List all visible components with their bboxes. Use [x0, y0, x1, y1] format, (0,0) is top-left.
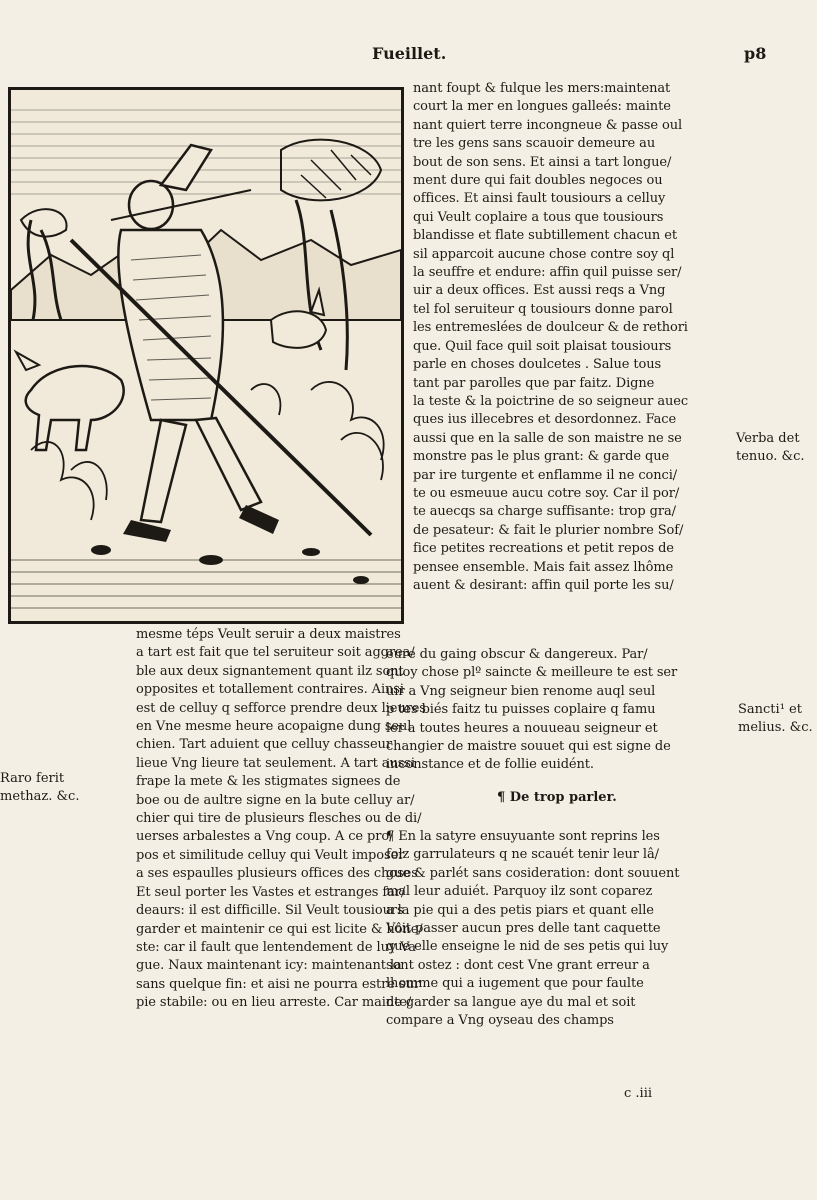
text-line: par ire turgente et enflamme il ne conci/ [413, 467, 678, 483]
text-line: sont ostez : dont cest Vne grant erreur a [386, 957, 650, 973]
text-line: Voit passer aucun pres delle tant caquette [386, 921, 661, 937]
text-line: monstre pas le plus grant: & garde que [413, 449, 670, 465]
text-line: sil apparcoit aucune chose contre soy ql [413, 246, 675, 262]
text-line: pie stabile: ou en lieu arreste. Car mainte/ [136, 995, 412, 1011]
text-line: gue. Naux maintenant icy: maintenant la [136, 958, 402, 974]
text-line: frape la mete & les stigmates signees de [136, 774, 401, 790]
text-line: en Vne mesme heure acopaigne dung seul [136, 719, 412, 735]
text-line: te ou esmeuue aucu cotre soy. Car il por/ [413, 485, 680, 501]
text-line: ble aux deux signantement quant ilz sont [136, 663, 404, 679]
text-line: gue & parlét sans cosideration: dont souuent [386, 865, 680, 881]
text-line: eure du gaing obscur & dangereux. Par/ [386, 647, 648, 662]
text-line: tant par parolles que par faitz. Digne [413, 375, 655, 391]
text-line: compare a Vng oyseau des champs [386, 1013, 614, 1029]
text-line: deaurs: il est difficille. Sil Veult tousiours [136, 903, 404, 919]
right-column-middle-text [386, 646, 718, 775]
text-line: les entremeslées de doulceur & de rethori [413, 320, 688, 336]
text-line: ste: car il fault que lentendement de luy Va [136, 939, 416, 955]
text-line: que. Quil face quil soit plaisat tousiours [413, 338, 672, 354]
section-heading: ¶ De trop parler. [497, 790, 617, 805]
text-line: de pesateur: & fait le plurier nombre Sof/ [413, 522, 684, 538]
margin-note-line: methaz. &c. [0, 789, 80, 804]
text-line: qui Veult coplaire a tous que tousiours [413, 209, 664, 225]
text-line: mal leur aduiét. Parquoy ilz sont coparez [386, 884, 653, 900]
text-line: te auecqs sa charge suffisante: trop gra/ [413, 504, 676, 520]
margin-note-line: Raro ferit [0, 771, 65, 786]
text-line: lhomme qui a iugement que pour faulte [386, 976, 644, 992]
text-line: nant quiert terre incongneue & passe oul [413, 117, 683, 133]
text-line: que elle enseigne le nid de ses petis qui luy [386, 939, 669, 955]
text-line: ment dure qui fait doubles negoces ou [413, 173, 663, 189]
right-column-top-text [413, 80, 705, 595]
text-line: auent & desirant: affin quil porte les su/ [413, 577, 674, 593]
text-line: a ses espaulles plusieurs offices des choses [136, 866, 418, 882]
text-line: tre les gens sans scauoir demeure au [413, 136, 656, 152]
text-line: quoy chose plº saincte & meilleure te est ser [386, 665, 678, 681]
woodcut-hunter-scene [11, 90, 401, 621]
signature-mark: c .iii [624, 1086, 653, 1101]
text-line: changier de maistre souuet qui est signe de [386, 739, 671, 755]
text-line: uir a Vng seigneur bien renome auql seul [386, 683, 656, 699]
text-line: lieue Vng lieure tat seulement. A tart aussi [136, 755, 415, 771]
text-line: pos et similitude celluy qui Veult imposer [136, 847, 405, 863]
text-line: offices. Et ainsi fault tousiours a celluy [413, 191, 666, 207]
margin-note-line: melius. &c. [738, 720, 813, 735]
text-line: ¶ En la satyre ensuyuante sont reprins les [386, 829, 660, 844]
text-line: la teste & la poictrine de so seigneur auec [413, 393, 689, 409]
text-line: sans quelque fin: et aisi ne pourra estre sur [136, 976, 420, 992]
right-column-bottom-text [386, 828, 721, 1030]
margin-note-raro-ferit [0, 770, 120, 806]
text-line: folz garrulateurs q ne scauét tenir leur lâ/ [386, 847, 659, 863]
text-line: a tart est fait que tel seruiteur soit aggrea/ [136, 645, 415, 661]
text-line: garder et maintenir ce qui est licite & hône/ [136, 921, 423, 937]
woodcut-illustration [8, 87, 404, 624]
text-line: blandisse et flate subtillement chacun et [413, 228, 677, 244]
text-line: a la pie qui a des petis piars et quant elle [386, 902, 654, 918]
text-line: opposites et totallement contraires. Ainsi [136, 682, 404, 698]
text-line: pensee ensemble. Mais fait assez lhôme [413, 559, 674, 575]
text-line: chien. Tart aduient que celluy chasseur [136, 737, 392, 753]
text-line: est de celluy q sefforce prendre deux lieures [136, 700, 426, 716]
text-line: chier qui tire de plusieurs flesches ou de di/ [136, 811, 422, 827]
text-line: nant foupt & fulque les mers:maintenat [413, 81, 671, 96]
text-line: ler a toutes heures a nouueau seigneur et [386, 720, 658, 736]
text-line: fice petites recreations et petit repos de [413, 541, 674, 557]
text-line: ques ius illecebres et desordonnez. Face [413, 412, 677, 428]
text-line: court la mer en longues galleés: mainte [413, 99, 671, 115]
text-line: boe ou de aultre signe en la bute celluy ar/ [136, 792, 415, 808]
text-line: p tes biés faitz tu puisses coplaire q famu [386, 702, 656, 718]
margin-note-line: Verba det [736, 431, 800, 446]
margin-note-sancti [738, 701, 817, 737]
text-line: uerses arbalestes a Vng coup. A ce pro/ [136, 829, 394, 845]
margin-note-verba [736, 430, 816, 466]
text-line: bout de son sens. Et ainsi a tart longue/ [413, 154, 672, 170]
text-line: mesme téps Veult seruir a deux maistres [136, 627, 401, 642]
text-line: aussi que en la salle de son maistre ne se [413, 430, 682, 446]
text-line: de garder sa langue aye du mal et soit [386, 994, 636, 1010]
text-line: tel fol seruiteur q tousiours donne parol [413, 301, 673, 317]
text-line: uir a deux offices. Est aussi reqs a Vng [413, 283, 666, 299]
margin-note-line: Sancti¹ et [738, 702, 802, 717]
text-line: parle en choses doulcetes . Salue tous [413, 357, 662, 373]
folio-number: p8 [744, 44, 767, 63]
margin-note-line: tenuo. &c. [736, 449, 805, 464]
text-line: Et seul porter les Vastes et estranges far/ [136, 884, 406, 900]
text-line: la seuffre et endure: affin quil puisse ser/ [413, 265, 682, 281]
page-header-title: Fueillet. [372, 44, 447, 63]
left-column-text [136, 626, 426, 1013]
text-line: inconstance et de follie euidént. [386, 757, 594, 773]
